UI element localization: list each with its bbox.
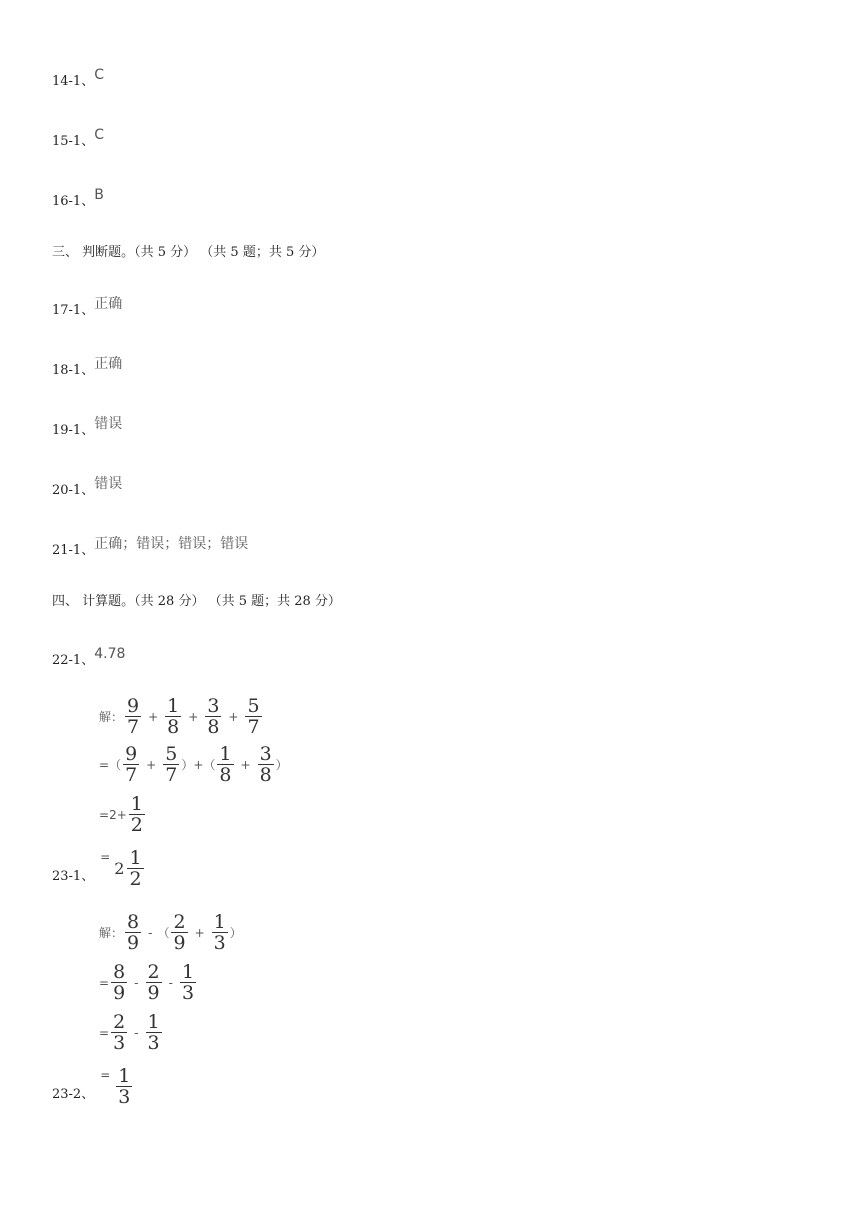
answer-row: [52, 1063, 134, 1108]
answer-value: 错误: [94, 476, 123, 492]
answer-row: [52, 127, 104, 149]
solution-step: = （ $\frac{9}{7}$ + $\frac{5}{7}$ ） + （ $\frac{1}{8}$ + $\frac{3}{8}$ ）: [99, 743, 288, 786]
answer-row: [52, 296, 123, 319]
fraction: $\frac{1}{3}$: [147, 1011, 160, 1054]
solution-step: 解： $\frac{8}{9}$ - （ $\frac{2}{9}$ + $\frac{1}{3}$ ）: [99, 911, 242, 954]
fraction: $\frac{1}{3}$: [213, 911, 226, 954]
answer-row: [52, 416, 123, 439]
answer-row: [52, 356, 123, 379]
fraction: $\frac{2}{3}$: [113, 1011, 126, 1054]
fraction: $\frac{2}{9}$: [147, 961, 160, 1004]
fraction: $\frac{3}{8}$: [207, 695, 220, 738]
answer-row: [52, 476, 123, 499]
fraction: $\frac{1}{2}$: [129, 847, 142, 890]
answer-row: [52, 536, 249, 559]
fraction: $\frac{1}{8}$: [167, 695, 180, 738]
answer-row: [52, 845, 146, 890]
fraction: $\frac{9}{7}$: [127, 695, 140, 738]
answer-label: 23-2、: [52, 1087, 95, 1102]
fraction: $\frac{8}{9}$: [127, 911, 140, 954]
fraction: $\frac{2}{9}$: [173, 911, 186, 954]
fraction: $\frac{1}{3}$: [181, 961, 195, 1004]
fraction: $\frac{5}{7}$: [165, 743, 178, 786]
answer-value: C: [94, 127, 104, 143]
answer-value: C: [94, 67, 104, 83]
answer-label: 19-1、: [52, 423, 95, 438]
solution-step: = 2+ $\frac{1}{2}$: [99, 793, 143, 836]
section-heading: 四、 计算题。（共 28 分） （共 5 题；共 28 分）: [52, 594, 341, 609]
solution-step: = $\frac{2}{3}$ - $\frac{1}{3}$: [99, 1011, 160, 1054]
answer-label: 14-1、: [52, 74, 95, 89]
answer-row: [52, 187, 104, 209]
fraction: $\frac{1}{2}$: [130, 793, 143, 836]
answer-label: 23-1、: [52, 869, 95, 884]
solution-step: = $\frac{8}{9}$ - $\frac{2}{9}$ - $\frac{1}{3}$: [99, 961, 195, 1004]
answer-value: 正确；错误；错误；错误: [94, 536, 249, 552]
solution-step: 解： $\frac{9}{7}$ + $\frac{1}{8}$ + $\frac{3}{8}$ + $\frac{5}{7}$: [99, 695, 260, 738]
solution-step: = $\frac{1}{3}$: [100, 1065, 131, 1108]
answer-value: 正确: [94, 296, 123, 312]
fraction: $\frac{8}{9}$: [113, 961, 126, 1004]
fraction: $\frac{5}{7}$: [247, 695, 260, 738]
section-heading: 三、 判断题。（共 5 分） （共 5 题；共 5 分）: [52, 245, 325, 260]
fraction: $\frac{9}{7}$: [125, 743, 138, 786]
answer-label: 16-1、: [52, 194, 95, 209]
answer-label: 20-1、: [52, 483, 95, 498]
answer-label: 18-1、: [52, 363, 95, 378]
answer-label: 22-1、: [52, 653, 95, 668]
solution-prefix: 解：: [99, 710, 124, 724]
solution-step: = 2 $\frac{1}{2}$: [100, 847, 142, 890]
fraction: $\frac{3}{8}$: [259, 743, 272, 786]
answer-label: 21-1、: [52, 543, 95, 558]
answer-label: 17-1、: [52, 303, 95, 318]
fraction: $\frac{1}{3}$: [118, 1065, 131, 1108]
answer-label: 15-1、: [52, 134, 95, 149]
answer-value: 正确: [94, 356, 123, 372]
fraction: $\frac{1}{8}$: [219, 743, 232, 786]
answer-value: 4.78: [94, 646, 126, 662]
answer-value: 错误: [94, 416, 123, 432]
answer-row: [52, 646, 126, 668]
answer-row: [52, 67, 104, 89]
answer-value: B: [94, 187, 104, 203]
